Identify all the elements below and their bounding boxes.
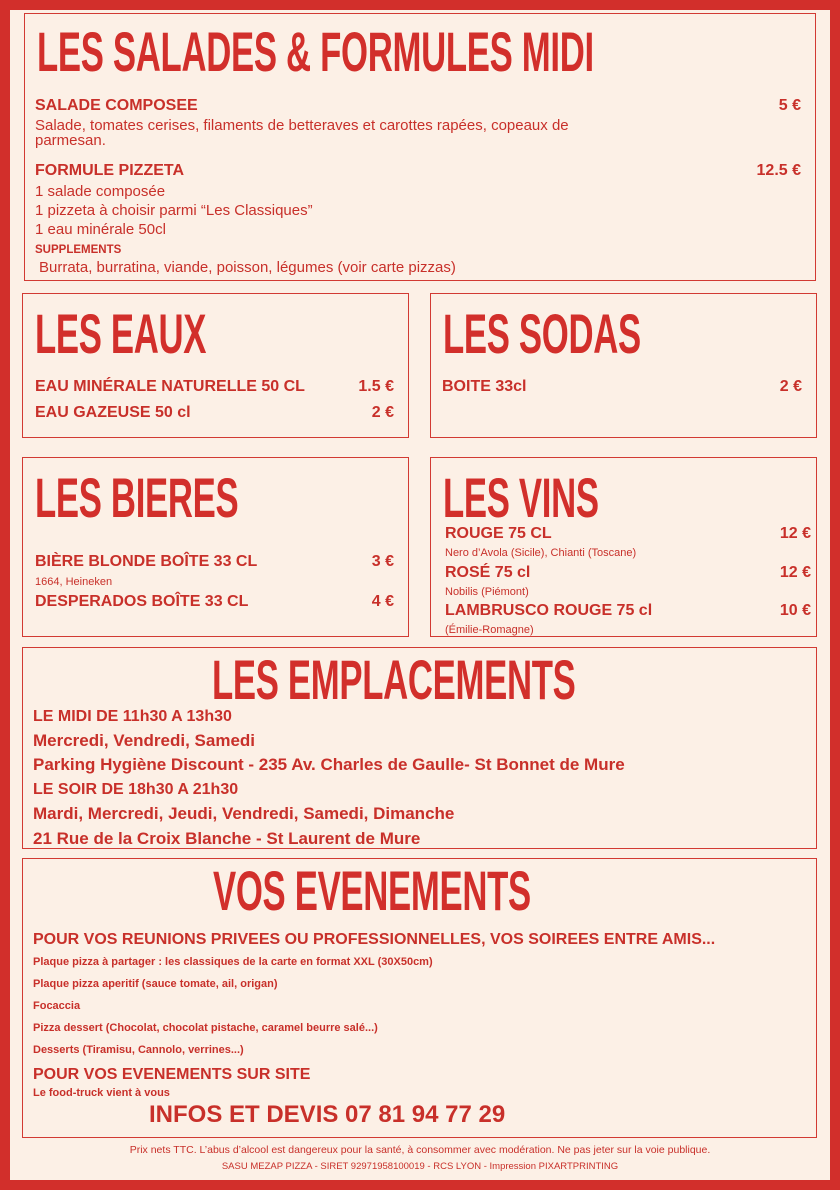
salades-title: LES SALADES & FORMULES MIDI — [37, 20, 594, 83]
eau-minerale-name: EAU MINÉRALE NATURELLE 50 CL — [35, 378, 305, 395]
vins-section — [430, 457, 817, 637]
eau-gazeuse-name: EAU GAZEUSE 50 cl — [35, 404, 191, 421]
soir-address: 21 Rue de la Croix Blanche - St Laurent de Mure — [33, 829, 421, 848]
menu-page — [10, 10, 830, 1180]
sodas-section — [430, 293, 817, 438]
lambrusco-sub: (Émilie-Romagne) — [445, 624, 534, 636]
eau-gazeuse-price: 2 € — [371, 404, 394, 421]
midi-hours: LE MIDI DE 11h30 A 13h30 — [33, 708, 232, 725]
emplacements-title: LES EMPLACEMENTS — [212, 648, 576, 711]
site-text: Le food-truck vient à vous — [33, 1087, 170, 1099]
lambrusco-price: 10 € — [779, 602, 811, 619]
evenements-heading: POUR VOS REUNIONS PRIVEES OU PROFESSIONNELLES, VOS SOIREES ENTRE AMIS... — [33, 931, 716, 948]
biere-blonde-name: BIÈRE BLONDE BOÎTE 33 CL — [35, 553, 258, 570]
emplacements-section — [22, 647, 817, 849]
soir-days: Mardi, Mercredi, Jeudi, Vendredi, Samedi, Dimanche — [33, 804, 455, 823]
lambrusco-name: LAMBRUSCO ROUGE 75 cl — [445, 602, 653, 619]
evenements-title: VOS EVENEMENTS — [213, 859, 531, 922]
biere-blonde-price: 3 € — [371, 553, 394, 570]
vins-title: LES VINS — [443, 466, 599, 529]
eaux-section — [22, 293, 409, 438]
desperados-price: 4 € — [371, 593, 394, 610]
evenements-section — [22, 858, 817, 1138]
rose-name: ROSÉ 75 cl — [445, 564, 531, 581]
desperados-name: DESPERADOS BOÎTE 33 CL — [35, 593, 249, 610]
midi-address: Parking Hygiène Discount - 235 Av. Charles de Gaulle- St Bonnet de Mure — [33, 755, 625, 774]
event-item-plaque-partager: Plaque pizza à partager : les classiques de la carte en format XXL (30X50cm) — [33, 956, 433, 968]
midi-days: Mercredi, Vendredi, Samedi — [33, 731, 256, 750]
bieres-section — [22, 457, 409, 637]
boite-name: BOITE 33cl — [442, 378, 527, 395]
event-item-plaque-aperitif: Plaque pizza aperitif (sauce tomate, ail, origan) — [33, 978, 278, 990]
rouge-sub: Nero d’Avola (Sicile), Chianti (Toscane) — [445, 547, 637, 559]
infos-devis: INFOS ET DEVIS 07 81 94 77 29 — [149, 1101, 506, 1128]
rouge-price: 12 € — [779, 525, 811, 542]
biere-blonde-sub: 1664, Heineken — [35, 576, 113, 588]
eaux-title: LES EAUX — [35, 302, 207, 365]
formule-line-1: 1 salade composée — [35, 183, 166, 200]
salades-section — [24, 13, 816, 281]
supplements-label: SUPPLEMENTS — [35, 244, 122, 256]
eau-minerale-price: 1.5 € — [358, 378, 394, 395]
site-heading: POUR VOS EVENEMENTS SUR SITE — [33, 1066, 311, 1083]
formule-pizzeta-name: FORMULE PIZZETA — [35, 162, 185, 179]
formule-line-2: 1 pizzeta à choisir parmi “Les Classiques” — [35, 202, 313, 219]
sodas-title: LES SODAS — [443, 302, 641, 365]
rouge-name: ROUGE 75 CL — [445, 525, 552, 542]
rose-price: 12 € — [779, 564, 811, 581]
bieres-title: LES BIERES — [35, 466, 239, 529]
salade-composee-name: SALADE COMPOSEE — [35, 97, 198, 114]
salade-composee-price: 5 € — [778, 97, 801, 114]
formule-line-3: 1 eau minérale 50cl — [35, 221, 166, 238]
footer-legal: Prix nets TTC. L’abus d’alcool est dangereux pour la santé, à consommer avec modération. Ne pas jeter sur la voie publique. — [129, 1144, 711, 1156]
soir-hours: LE SOIR DE 18h30 A 21h30 — [33, 781, 239, 798]
event-item-focaccia: Focaccia — [33, 1000, 81, 1012]
salade-composee-desc-2: parmesan. — [35, 132, 106, 149]
rose-sub: Nobilis (Piémont) — [445, 586, 529, 598]
supplements-text: Burrata, burratina, viande, poisson, légumes (voir carte pizzas) — [39, 259, 456, 276]
boite-price: 2 € — [779, 378, 802, 395]
salade-composee-desc: Salade, tomates cerises, filaments de betteraves et carottes rapées, copeaux de — [35, 117, 569, 134]
event-item-pizza-dessert: Pizza dessert (Chocolat, chocolat pistache, caramel beurre salé...) — [33, 1022, 378, 1034]
event-item-desserts: Desserts (Tiramisu, Cannolo, verrines...) — [33, 1044, 244, 1056]
footer-company: SASU MEZAP PIZZA - SIRET 92971958100019 - RCS LYON - Impression PIXARTPRINTING — [221, 1161, 619, 1172]
formule-pizzeta-price: 12.5 € — [756, 162, 801, 179]
